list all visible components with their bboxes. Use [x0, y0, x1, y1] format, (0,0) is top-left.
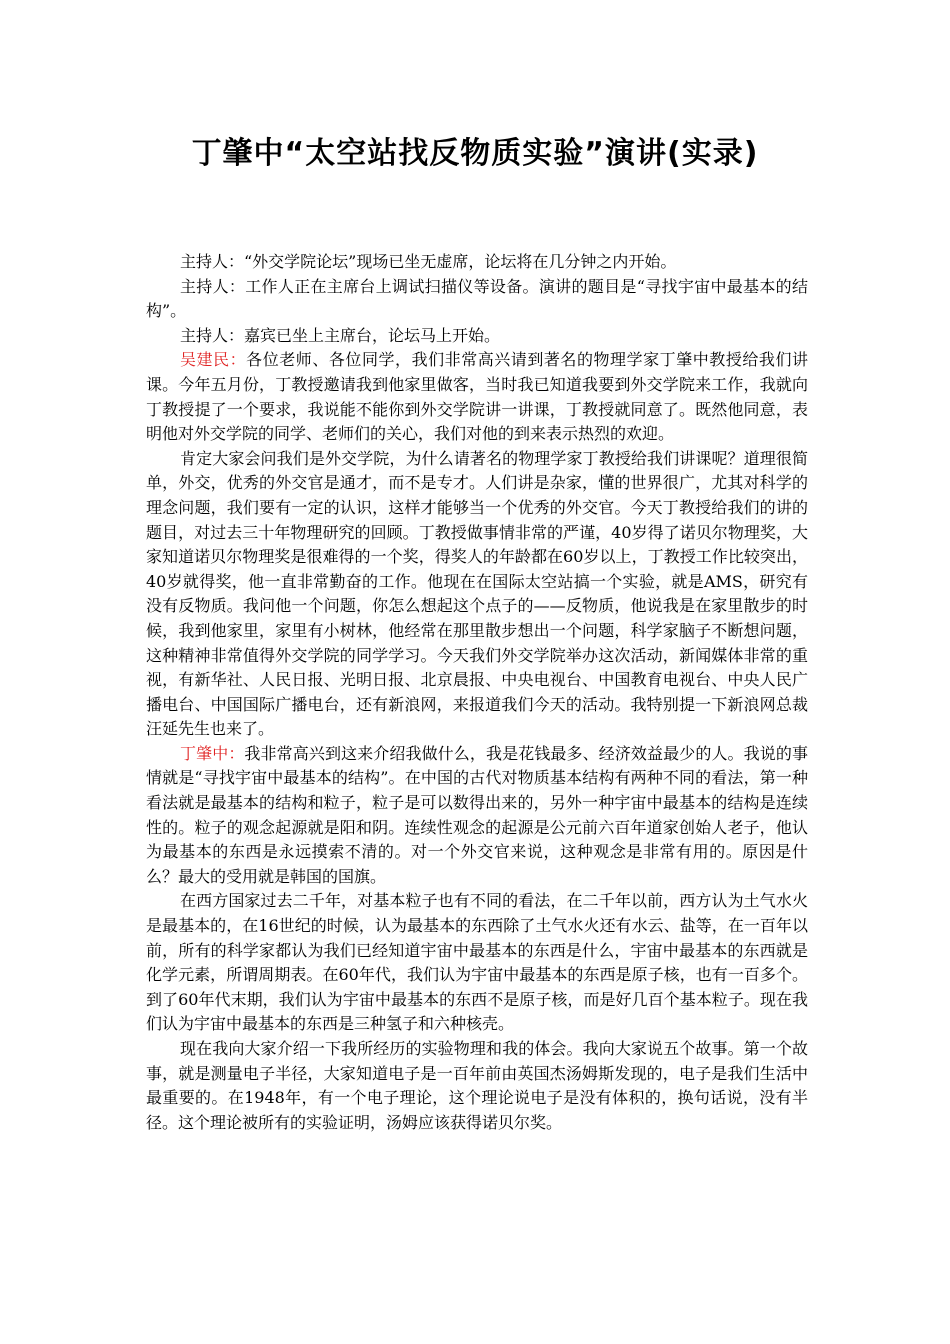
speaker-label: 吴建民：: [180, 350, 247, 370]
paragraph-7: [146, 889, 808, 1037]
document-title: 丁肇中“太空站找反物质实验”演讲(实录): [191, 136, 759, 171]
paragraph-text: 现在我向大家介绍一下我所经历的实验物理和我的体会。我向大家说五个故事。第一个故事，就是测量电子半径，大家知道电子是一百年前由英国杰汤姆斯发现的，电子是我们生活中最重要的。在1948年，有一个电子理论，这个理论说电子是没有体积的，换句话说，没有半径。这个理论被所有的实验证明，汤姆应该获得诺贝尔奖。: [146, 1039, 808, 1132]
paragraph-text: 我非常高兴到这来介绍我做什么，我是花钱最多、经济效益最少的人。我说的事情就是“寻找宇宙中最基本的结构”。在中国的古代对物质基本结构有两种不同的看法，第一种看法就是最基本的结构和粒子，粒子是可以数得出来的，另外一种宇宙中最基本的结构是连续性的。粒子的观念起源就是阳和阴。连续性观念的起源是公元前六百年道家创始人老子，他认为最基本的东西是永远摸索不清的。对一个外交官来说，这种观念是非常有用的。原因是什么？最大的受用就是韩国的国旗。: [146, 743, 808, 886]
paragraph-6: [146, 742, 808, 890]
paragraph-2: [146, 275, 808, 324]
paragraph-text: 肯定大家会问我们是外交学院，为什么请著名的物理学家丁教授给我们讲课呢？道理很简单，外交，优秀的外交官是通才，而不是专才。人们讲是杂家，懂的世界很广，尤其对科学的理念问题，我们要有一定的认识，这样才能够当一个优秀的外交官。今天丁教授给我们的讲的题目，对过去三十年物理研究的回顾。丁教授做事情非常的严谨，40岁得了诺贝尔物理奖，大家知道诺贝尔物理奖是很难得的一个奖，得奖人的年龄都在60岁以上，丁教授工作比较突出，40岁就得奖，他一直非常勤奋的工作。他现在在国际太空站搞一个实验，就是AMS，研究有没有反物质。我问他一个问题，你怎么想起这个点子的——反物质，他说我是在家里散步的时候，我到他家里，家里有小树林，他经常在那里散步想出一个问题，科学家脑子不断想问题，这种精神非常值得外交学院的同学学习。今天我们外交学院举办这次活动，新闻媒体非常的重视，有新华社、人民日报、光明日报、北京晨报、中央电视台、中国教育电视台、中央人民广播电台、中国国际广播电台，还有新浪网，来报道我们今天的活动。我特别提一下新浪网总裁汪延先生也来了。: [146, 448, 808, 739]
paragraph-text: 各位老师、各位同学，我们非常高兴请到著名的物理学家丁肇中教授给我们讲课。今年五月份，丁教授邀请我到他家里做客，当时我已知道我要到外交学院来工作，我就向丁教授提了一个要求，我说能不能你到外交学院讲一讲课，丁教授就同意了。既然他同意，表明他对外交学院的同学、老师们的关心，我们对他的到来表示热烈的欢迎。: [146, 350, 808, 444]
paragraph-8: [146, 1037, 808, 1135]
paragraph-1: [146, 250, 808, 275]
paragraph-text: 主持人：工作人正在主席台上调试扫描仪等设备。演讲的题目是“寻找宇宙中最基本的结构”。: [146, 276, 808, 321]
paragraph-3: [146, 324, 808, 349]
document-body: [146, 250, 808, 1135]
speaker-label: 丁肇中：: [180, 743, 245, 763]
paragraph-text: 主持人：嘉宾已坐上主席台，论坛马上开始。: [180, 325, 501, 345]
paragraph-4: [146, 348, 808, 446]
paragraph-5: [146, 447, 808, 742]
paragraph-text: 主持人：“外交学院论坛”现场已坐无虚席，论坛将在几分钟之内开始。: [180, 252, 677, 271]
paragraph-text: 在西方国家过去二千年，对基本粒子也有不同的看法，在二千年以前，西方认为土气水火是最基本的，在16世纪的时候，认为最基本的东西除了土气水火还有水云、盐等，在一百年以前，所有的科学家都认为我们已经知道宇宙中最基本的东西是什么，宇宙中最基本的东西就是化学元素，所谓周期表。在60年代，我们认为宇宙中最基本的东西是原子核，也有一百多个。到了60年代末期，我们认为宇宙中最基本的东西不是原子核，而是好几百个基本粒子。现在我们认为宇宙中最基本的东西是三种氢子和六种核壳。: [146, 891, 808, 1034]
